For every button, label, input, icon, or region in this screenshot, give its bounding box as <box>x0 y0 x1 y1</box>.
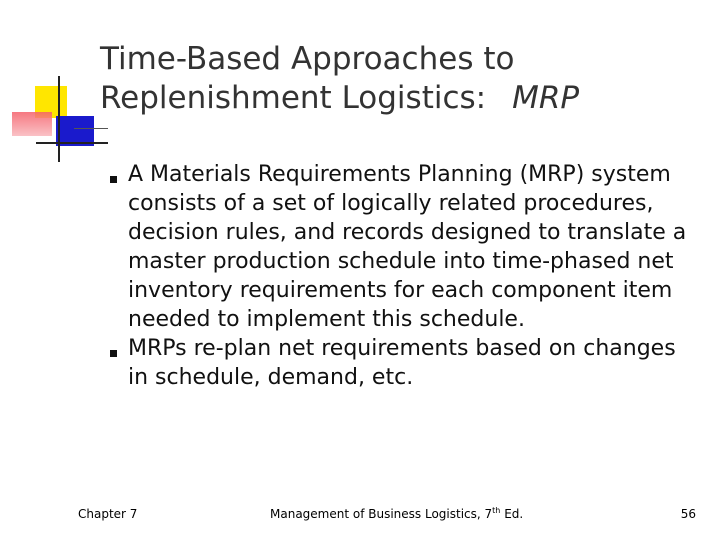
slide-title <box>100 40 700 118</box>
square-bullet-icon <box>110 176 117 183</box>
slide-footer <box>0 507 720 527</box>
square-bullet-icon <box>110 350 117 357</box>
bullet-text: A Materials Requirements Planning (MRP) system consists of a set of logically related procedures, decision rules, and records designed to translate a master production schedule into time-phased net inventory requirements for each component item needed to implement this schedule. <box>128 162 687 332</box>
footer-book-title <box>270 507 523 521</box>
bullet-item <box>112 334 692 392</box>
footer-page-number: 56 <box>680 507 696 521</box>
title-line-2 <box>100 79 700 118</box>
title-emphasis: MRP <box>512 80 580 116</box>
footer-book-text: Management of Business Logistics, 7 <box>270 507 493 521</box>
footer-book-superscript: th <box>492 506 501 515</box>
logo-red-square <box>12 112 52 136</box>
bullet-text: MRPs re-plan net requirements based on changes in schedule, demand, etc. <box>128 336 676 390</box>
bullet-list <box>112 160 692 392</box>
logo-horizontal-line <box>36 142 108 144</box>
logo-horizontal-line-short <box>74 128 108 129</box>
footer-chapter: Chapter 7 <box>78 507 138 521</box>
title-line-2-text: Replenishment Logistics: <box>100 80 487 116</box>
bullet-item <box>112 160 692 334</box>
logo-vertical-line <box>58 76 60 162</box>
footer-book-edition: Ed. <box>500 507 524 521</box>
title-line-1: Time-Based Approaches to <box>100 41 515 77</box>
slide-logo-graphic <box>0 0 110 170</box>
